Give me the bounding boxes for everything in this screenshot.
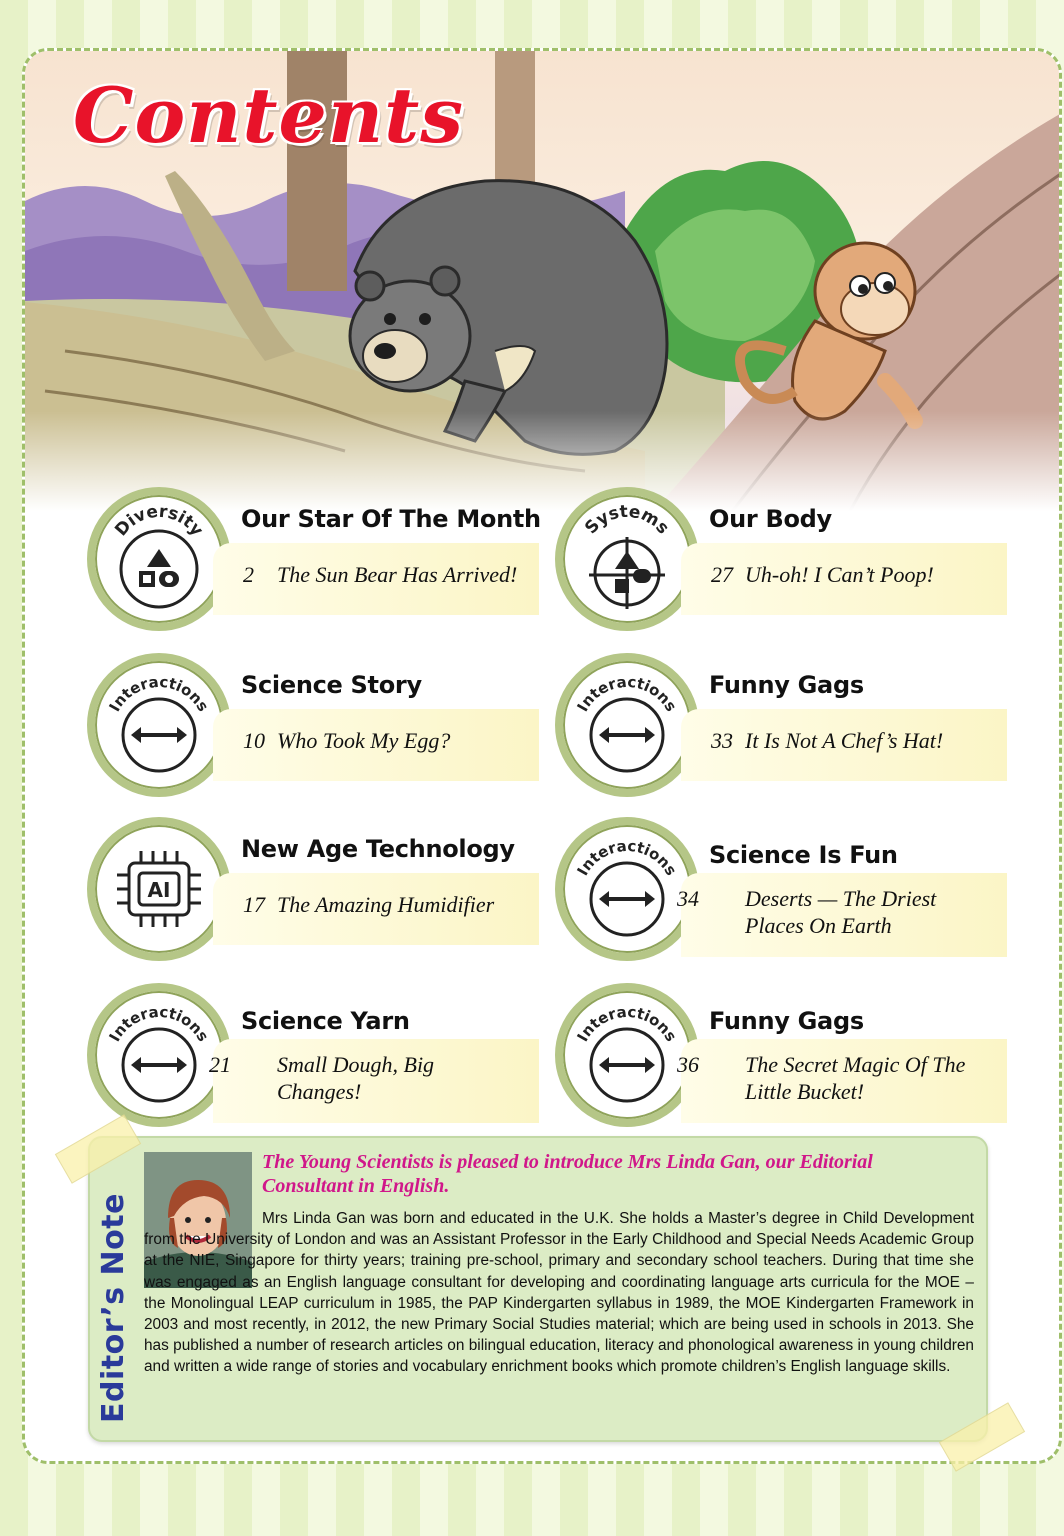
contents-entry[interactable] [555,653,995,793]
svg-text:Interactions [105,1003,212,1045]
section-title: Our Body [709,505,832,533]
ai-chip-icon [95,825,223,953]
ai-badge [87,817,231,961]
story-title: Who Took My Egg? [277,728,451,753]
section-title: Science Is Fun [709,841,898,869]
svg-text:Interactions [105,673,212,715]
badge-label: Interactions [573,672,681,715]
page-number: 2 [243,562,254,587]
section-title: New Age Technology [241,835,515,863]
badge-label: AI [147,878,171,902]
story-link[interactable] [243,561,533,588]
svg-text:Interactions [573,837,680,879]
diversity-badge [87,487,231,631]
svg-text:Systems [581,502,673,538]
story-link[interactable] [243,891,533,918]
page-number: 33 [711,728,733,753]
double-arrow-icon [599,891,655,907]
interactions-badge [87,653,231,797]
page-title: Contents [73,71,465,160]
section-title: Our Star Of The Month [241,505,541,533]
story-link[interactable] [209,1051,483,1105]
contents-entry[interactable] [87,817,527,957]
double-arrow-icon [599,1057,655,1073]
story-link[interactable] [243,727,533,754]
badge-label: Interactions [573,1002,681,1045]
svg-text:Interactions [573,673,680,715]
page-number: 10 [243,728,265,753]
editors-note-intro: The Young Scientists is pleased to introduce Mrs Linda Gan, our Editorial Consultant in English. [262,1151,873,1197]
section-title: Science Story [241,671,422,699]
page-number: 36 [677,1052,699,1077]
double-arrow-icon [599,727,655,743]
hero-illustration [25,51,1062,511]
contents-entry[interactable] [87,653,527,793]
badge-label: Systems [581,501,673,539]
story-link[interactable] [711,727,1001,754]
section-title: Funny Gags [709,671,864,699]
story-title: It Is Not A Chef’s Hat! [745,728,944,753]
badge-label: Diversity [111,501,207,541]
badge-label: Interactions [105,672,213,715]
double-arrow-icon [131,727,187,743]
svg-text:Diversity [111,502,207,540]
section-title: Science Yarn [241,1007,410,1035]
story-link[interactable] [677,1051,971,1105]
page-number: 21 [209,1052,231,1077]
story-title: Small Dough, Big Changes! [277,1052,435,1104]
section-title: Funny Gags [709,1007,864,1035]
editors-note-body: Mrs Linda Gan was born and educated in the U.K. She holds a Master’s degree in Child Development from the University of London and was an Assistant Professor in the Early Childhood and Special Needs Academic Group at the NIE, Singapore for thirty years; training pre-school, primary and secondary school teachers. During that time she was engaged as an English language consultant for developing and coordinating language arts curricula for the MOE – the Monolingual LEAP curriculum in 1985, the PAP Kindergarten syllabus in 1989, the MOE Kindergarten Framework in 2003 and most recently, in 2012, the new Primary Social Studies material; which are being used in schools in 2013. She has published a number of research articles on bilingual education, literacy and phonological awareness in young children and written a wide range of stories and vocabulary enrichment books which promote children’s English language skills. [144,1210,974,1376]
page-number: 17 [243,892,265,917]
contents-entry[interactable] [87,487,541,627]
svg-text:Interactions [573,1003,680,1045]
page-number: 34 [677,886,699,911]
shapes-icon [139,549,179,587]
page-number: 27 [711,562,733,587]
story-title: The Secret Magic Of The Little Bucket! [745,1052,966,1104]
story-link[interactable] [677,885,971,939]
story-link[interactable] [711,561,1001,588]
story-title: Uh-oh! I Can’t Poop! [745,562,934,587]
badge-label: Interactions [105,1002,213,1045]
contents-entry[interactable] [555,817,995,957]
editors-note [88,1136,988,1442]
story-title: Deserts — The Driest Places On Earth [745,886,937,938]
story-title: The Amazing Humidifier [277,892,495,917]
badge-label: Interactions [573,836,681,879]
story-title: The Sun Bear Has Arrived! [277,562,518,587]
contents-entry[interactable] [87,983,527,1123]
contents-entry[interactable] [555,487,995,627]
double-arrow-icon [131,1057,187,1073]
contents-entry[interactable] [555,983,995,1123]
editors-note-label: Editor’s Note [96,1193,131,1423]
systems-icon [589,537,665,609]
systems-badge [555,487,699,631]
interactions-badge [555,653,699,797]
